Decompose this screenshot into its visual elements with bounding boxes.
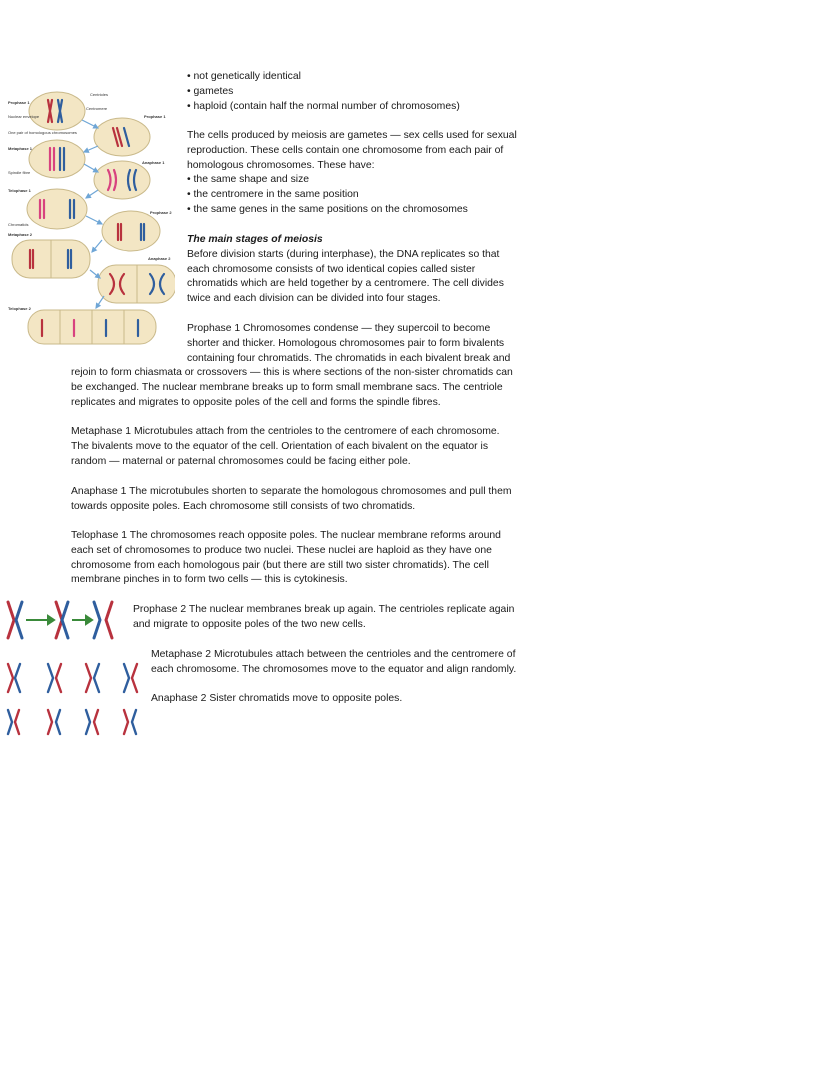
label-spindle-fibre: Spindle fibre: [8, 170, 31, 175]
text-line: Anaphase 2 Sister chromatids move to opposite poles.: [151, 693, 403, 704]
bullet-line: • gametes: [187, 85, 234, 97]
chromosome-pair-6: [48, 710, 60, 734]
label-prophase2: Prophase 2: [150, 210, 172, 215]
chromosome-pair-8: [124, 710, 136, 734]
bullets-top: [187, 70, 460, 114]
meiosis-stages-diagram: [0, 84, 175, 346]
bullet-line: • haploid (contain half the normal number of chromosomes): [187, 100, 460, 112]
text-line: Prophase 1 Chromosomes condense — they supercoil to become: [187, 323, 491, 334]
text-line: Metaphase 1 Microtubules attach from the centrioles to the centromere of each chromosome.: [71, 426, 500, 437]
bullet-line: • not genetically identical: [187, 71, 301, 82]
metaphase1-paragraph: [71, 425, 500, 469]
label-telophase1: Telophase 1: [8, 188, 31, 193]
telophase1-paragraph: [71, 529, 501, 588]
label-centrioles: Centrioles: [90, 92, 109, 97]
chromosome-crossover-diagram: [4, 598, 122, 642]
text-line: • the centromere in the same position: [187, 189, 359, 201]
chromosome-pair-7: [86, 710, 98, 734]
text-line: Telophase 1 The chromosomes reach opposite poles. The nuclear membrane reforms around: [71, 530, 501, 541]
label-telophase2: Telophase 2: [8, 306, 31, 311]
chromosome-pair-5: [8, 710, 19, 734]
text-line: membrane pinches in to form two cells — this is cytokinesis.: [71, 574, 348, 586]
anaphase2-paragraph: [151, 692, 402, 707]
chromosome-grid: [4, 660, 144, 740]
text-line: each set of chromosomes to produce two nuclei. These nuclei are haploid as they have one: [71, 544, 492, 556]
label-prophase1-left: Prophase 1: [8, 100, 30, 105]
cell-prophase1-a: [29, 92, 85, 130]
text-line: twice and each division can be divided into four stages.: [187, 293, 441, 305]
cell-metaphase1: [29, 140, 85, 178]
text-line: each chromosome consists of two identical copies called sister: [187, 263, 476, 275]
text-line: The cells produced by meiosis are gametes — sex cells used for sexual: [187, 130, 517, 141]
label-centromere: Centromere: [86, 106, 108, 111]
text-line: chromatids which are held together by a centromere. The cell divides: [187, 278, 504, 290]
text-line: • the same genes in the same positions on the chromosomes: [187, 203, 468, 215]
text-line: Before division starts (during interphase), the DNA replicates so that: [187, 248, 500, 260]
text-line: shorter and thicker. Homologous chromosomes pair to form bivalents: [187, 337, 505, 349]
stages-heading: The main stages of meiosis: [187, 234, 323, 245]
text-line: rejoin to form chiasmata or crossovers — this is where sections of the non-sister chromatids can: [71, 367, 513, 378]
label-metaphase2: Metaphase 2: [8, 232, 33, 237]
text-line: Metaphase 2 Microtubules attach between the centrioles and the centromere of: [151, 649, 516, 660]
text-line: Anaphase 1 The microtubules shorten to separate the homologous chromosomes and pull them: [71, 486, 512, 497]
chromosome-pair-2: [48, 664, 61, 692]
chromosome-pair-4: [124, 664, 137, 692]
text-line: replicates and migrates to opposite poles of the cell and forms the spindle fibres.: [71, 396, 441, 408]
text-line: each chromosome. The chromosomes move to the equator and align randomly.: [151, 663, 517, 675]
label-anaphase1: Anaphase 1: [142, 160, 165, 165]
metaphase2-paragraph: [151, 648, 516, 678]
label-prophase1-right: Prophase 1: [144, 114, 166, 119]
cell-telophase1: [27, 189, 87, 229]
label-anaphase2: Anaphase 2: [148, 256, 171, 261]
text-line: containing four chromatids. The chromatids in each bivalent break and: [187, 352, 511, 364]
chromosome-pair-3: [86, 664, 99, 692]
text-line: • the same shape and size: [187, 174, 310, 186]
prophase2-paragraph: [133, 603, 514, 633]
text-line: Prophase 2 The nuclear membranes break up again. The centrioles replicate again: [133, 604, 515, 615]
text-line: reproduction. These cells contain one chromosome from each pair of: [187, 144, 504, 156]
text-line: random — maternal or paternal chromosomes could be facing either pole.: [71, 455, 411, 467]
prophase1-paragraph-full: [71, 366, 513, 410]
text-line: homologous chromosomes. These have:: [187, 159, 375, 171]
anaphase1-paragraph: [71, 485, 512, 515]
cell-anaphase1: [94, 161, 150, 199]
label-nuclear-envelope: Nuclear envelope: [8, 114, 40, 119]
chromosome-pair-1: [8, 664, 20, 692]
prophase1-paragraph-right: [187, 322, 510, 366]
text-line: chromosome from each homologous pair (but there are still two sister chromatids). The cell: [71, 559, 489, 571]
text-line: be exchanged. The nuclear membrane breaks up to form small membrane sacs. The centriole: [71, 381, 503, 393]
label-metaphase1: Metaphase 1: [8, 146, 33, 151]
label-homologous-pair: One pair of homologous chromosomes: [8, 130, 77, 135]
text-line: towards opposite poles. Each chromosome still consists of two chromatids.: [71, 500, 416, 512]
text-line: and migrate to opposite poles of the two new cells.: [133, 618, 366, 630]
cell-prophase2: [102, 211, 160, 251]
gametes-paragraph: [187, 129, 517, 218]
stages-section: [187, 233, 504, 307]
cell-prophase1-b: [94, 118, 150, 156]
text-line: The bivalents move to the equator of the cell. Orientation of each bivalent on the equator is: [71, 440, 489, 452]
label-chromatids: Chromatids: [8, 222, 29, 227]
